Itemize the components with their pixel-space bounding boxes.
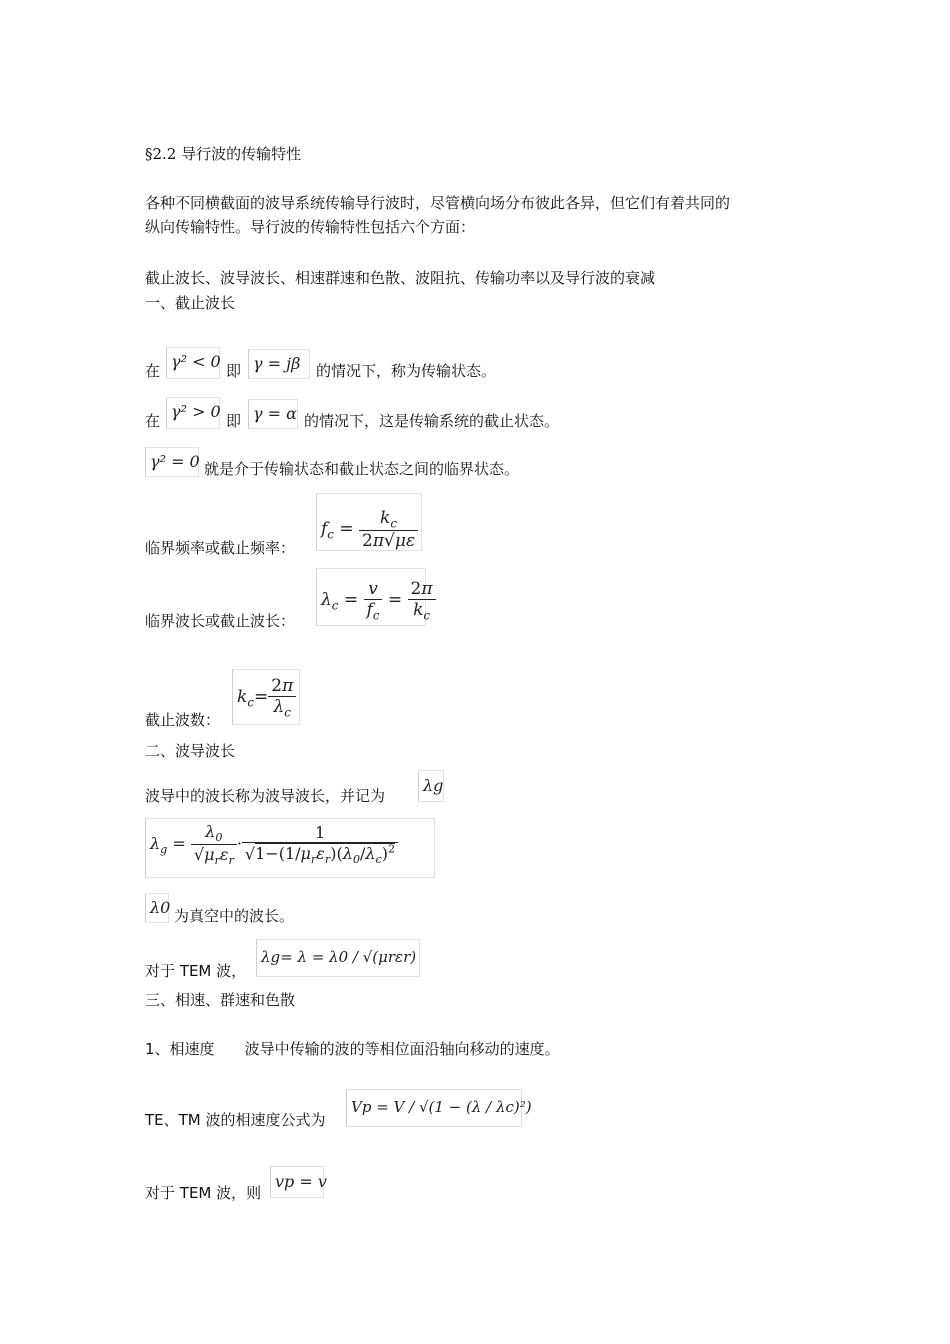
wavenumber-label: 截止波数： — [145, 711, 221, 729]
formula-gamma-sq-lt-0: γ² < 0 — [166, 347, 220, 379]
section-title: §2.2 导行波的传输特性 — [145, 145, 302, 163]
lambda0-desc: 为真空中的波长。 — [174, 907, 295, 925]
trans-pre: 在 — [145, 362, 161, 380]
phase-tem-line: 对于 TEM 波，则 — [145, 1184, 262, 1202]
cutoff-heading: 一、截止波长 — [145, 294, 236, 312]
cut-pre: 在 — [145, 412, 161, 430]
formula-tem-phase-velocity: vp = v — [270, 1166, 324, 1198]
cut-mid: 即 — [226, 412, 242, 430]
freq-label: 临界频率或截止频率： — [145, 539, 296, 557]
trans-mid: 即 — [226, 362, 242, 380]
formula-tem-guide-wavelength: λg= λ = λ0 / √(μrεr) — [256, 939, 420, 977]
formula-te-tm-phase-velocity: Vp = V / √(1 − (λ / λc)²) — [346, 1089, 522, 1127]
tetm-line: TE、TM 波的相速度公式为 — [145, 1111, 326, 1129]
formula-gamma-sq-gt-0: γ² > 0 — [166, 397, 220, 429]
guide-heading: 二、波导波长 — [145, 742, 236, 760]
topics-line: 截止波长、波导波长、相速群速和色散、波阻抗、传输功率以及导行波的衰减 — [145, 269, 656, 287]
formula-cutoff-wavenumber: $k_c=$ $\frac{2\pi}{\lambda_c}$ — [232, 669, 300, 725]
formula-lambda-g: λg — [418, 770, 444, 802]
crit-post: 就是介于传输状态和截止状态之间的临界状态。 — [204, 460, 520, 478]
formula-gamma-alpha: γ = α — [248, 399, 298, 429]
phase-item-1: 1、相速度 波导中传输的波的等相位面沿轴向移动的速度。 — [145, 1040, 560, 1058]
formula-lambda-0: λ0 — [145, 893, 169, 923]
intro-line-1: 各种不同横截面的波导系统传输导行波时，尽管横向场分布彼此各异，但它们有着共同的 — [145, 194, 731, 212]
formula-gamma-sq-eq-0: γ² = 0 — [145, 447, 199, 477]
phase-heading: 三、相速、群速和色散 — [145, 991, 296, 1009]
formula-cutoff-wavelength: $\lambda_c$ = $\frac{v}{f_c}$ = $\frac{2\pi}{k_c}$ — [316, 568, 426, 626]
formula-guide-wavelength: $\lambda_g$ = $\frac{\lambda_0}{√\mu_r\varepsilon_r}$ · $\frac{1}{√1-(1/\mu_r\varepsilon_r)(\lambda_0/\lambda_c)^2}$ — [145, 818, 435, 878]
intro-line-2: 纵向传输特性。导行波的传输特性包括六个方面： — [145, 218, 476, 236]
cut-post: 的情况下，这是传输系统的截止状态。 — [304, 412, 560, 430]
trans-post: 的情况下，称为传输状态。 — [316, 362, 497, 380]
formula-gamma-jbeta: γ = jβ — [248, 349, 310, 379]
guide-desc: 波导中的波长称为波导波长，并记为 — [145, 787, 386, 805]
guide-tem-line: 对于 TEM 波， — [145, 962, 247, 980]
wavelength-label: 临界波长或截止波长： — [145, 612, 296, 630]
formula-cutoff-frequency: $f_c$ = $\frac{k_c}{2\pi√\mu\varepsilon}$ — [316, 493, 422, 551]
